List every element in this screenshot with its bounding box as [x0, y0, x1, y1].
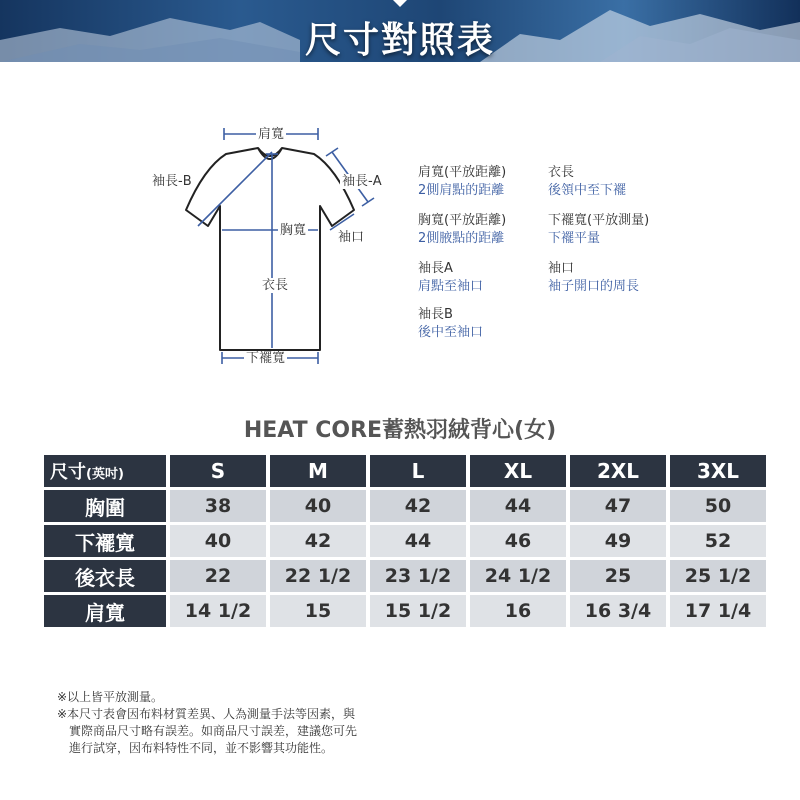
size-header: S: [170, 455, 266, 487]
legend-desc: 後領中至下襬: [548, 183, 627, 198]
legend-item-hem: [548, 212, 649, 248]
legend-item-sleeve-b: [418, 306, 483, 342]
diagram-label-sleeve-a: 袖長-A: [342, 174, 382, 189]
diagram-label-hem: 下襬寬: [246, 351, 286, 366]
legend-term: 衣長: [548, 165, 575, 180]
table-header-row: [44, 455, 766, 487]
table-cell: 47: [570, 490, 666, 522]
table-cell: 42: [270, 525, 366, 557]
legend-item-cuff: [548, 260, 639, 296]
table-cell: 50: [670, 490, 766, 522]
legend-desc: 下襬平量: [548, 231, 601, 246]
note-line: ※以上皆平放測量。: [57, 690, 164, 704]
table-cell: 15 1/2: [370, 595, 466, 627]
size-header: 2XL: [570, 455, 666, 487]
legend-desc: 肩點至袖口: [418, 279, 484, 294]
table-cell: 42: [370, 490, 466, 522]
page-title: 尺寸對照表: [304, 20, 495, 61]
table-cell: 40: [270, 490, 366, 522]
legend-item-chest: [418, 212, 506, 248]
legend-term: 袖口: [548, 261, 575, 276]
legend-desc: 2側腋點的距離: [418, 231, 505, 246]
diagram-label-length: 衣長: [262, 278, 289, 293]
product-title: HEAT CORE蓄熱羽絨背心(女): [243, 418, 557, 443]
size-header: 3XL: [670, 455, 766, 487]
diagram-label-chest: 胸寬: [280, 223, 307, 238]
legend-item-shoulder: [418, 164, 506, 200]
note-line: ※本尺寸表會因布料材質差異、人為測量手法等因素，與: [57, 707, 356, 721]
table-corner-header: [44, 455, 166, 487]
table-cell: 25 1/2: [670, 560, 766, 592]
table-cell: 24 1/2: [470, 560, 566, 592]
diagram-label-cuff: 袖口: [338, 230, 365, 245]
table-cell: 17 1/4: [670, 595, 766, 627]
table-cell: 25: [570, 560, 666, 592]
row-label: 胸圍: [44, 490, 166, 522]
row-label: 下襬寬: [44, 525, 166, 557]
header-banner: [0, 0, 800, 62]
garment-diagram: [140, 118, 400, 378]
table-cell: 14 1/2: [170, 595, 266, 627]
table-cell: 44: [470, 490, 566, 522]
table-cell: 49: [570, 525, 666, 557]
table-cell: 16 3/4: [570, 595, 666, 627]
table-cell: 44: [370, 525, 466, 557]
corner-unit: (英吋): [86, 467, 124, 482]
table-cell: 15: [270, 595, 366, 627]
legend-item-length: [548, 164, 626, 200]
notes: [57, 689, 357, 757]
corner-label: 尺寸: [50, 462, 86, 483]
table-row: [44, 560, 766, 592]
legend-desc: 2側肩點的距離: [418, 183, 505, 198]
legend-desc: 後中至袖口: [418, 325, 484, 340]
table-cell: 22 1/2: [270, 560, 366, 592]
legend-term: 袖長B: [418, 307, 453, 322]
table-row: [44, 525, 766, 557]
legend-desc: 袖子開口的周長: [548, 279, 640, 294]
table-cell: 52: [670, 525, 766, 557]
size-header: M: [270, 455, 366, 487]
table-cell: 40: [170, 525, 266, 557]
table-cell: 38: [170, 490, 266, 522]
t-shirt-illustration: [140, 118, 400, 378]
row-label: 肩寬: [44, 595, 166, 627]
legend-term: 下襬寬(平放測量): [548, 213, 650, 228]
note-line: 實際商品尺寸略有誤差。如商品尺寸誤差，建議您可先: [69, 724, 358, 738]
table-cell: 46: [470, 525, 566, 557]
table-row: [44, 490, 766, 522]
table-cell: 16: [470, 595, 566, 627]
legend-item-sleeve-a: [418, 260, 483, 296]
banner-notch: [393, 0, 407, 7]
legend-term: 肩寬(平放距離): [418, 165, 507, 180]
size-table: [40, 452, 770, 630]
table-cell: 23 1/2: [370, 560, 466, 592]
note-line: 進行試穿，因布料特性不同，並不影響其功能性。: [69, 741, 334, 755]
size-header: L: [370, 455, 466, 487]
size-header: XL: [470, 455, 566, 487]
legend-term: 袖長A: [418, 261, 453, 276]
table-cell: 22: [170, 560, 266, 592]
legend-term: 胸寬(平放距離): [418, 213, 507, 228]
row-label: 後衣長: [44, 560, 166, 592]
diagram-label-sleeve-b: 袖長-B: [152, 174, 192, 189]
table-row: [44, 595, 766, 627]
diagram-label-shoulder: 肩寬: [258, 127, 285, 142]
